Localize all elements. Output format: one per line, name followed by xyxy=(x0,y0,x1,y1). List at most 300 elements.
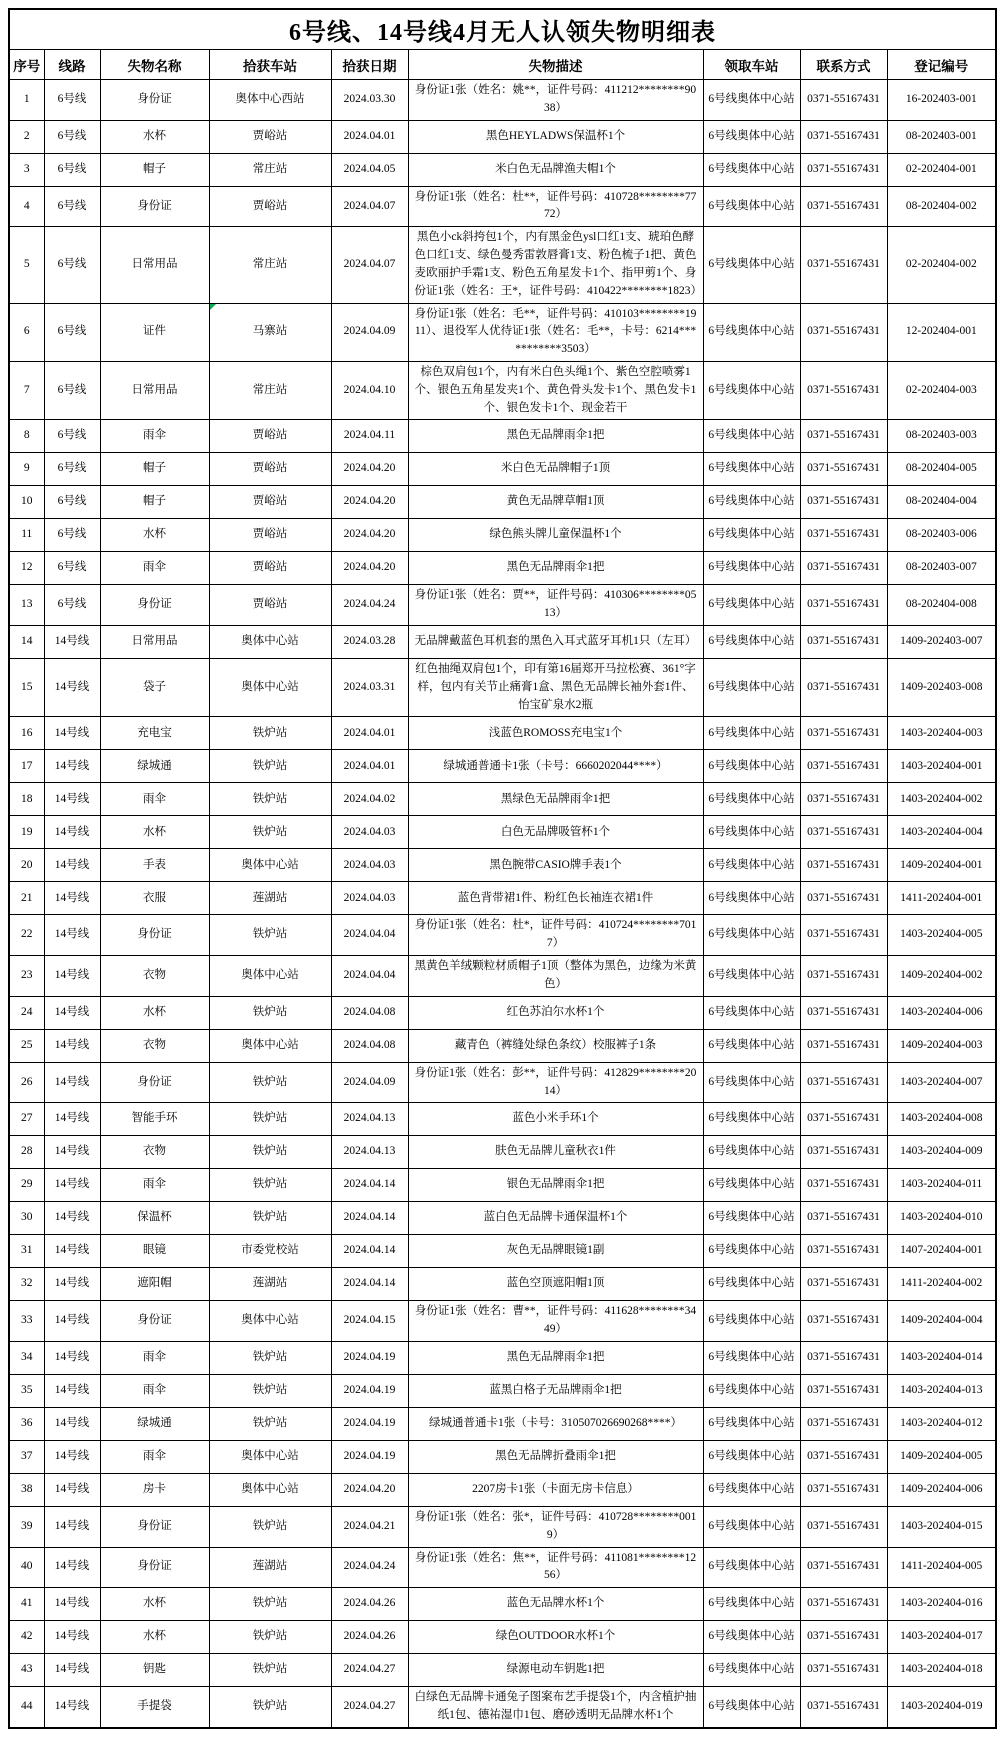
cell-line: 14号线 xyxy=(44,1268,100,1301)
cell-line: 14号线 xyxy=(44,1588,100,1621)
cell-index: 38 xyxy=(9,1473,44,1506)
cell-contact: 0371-55167431 xyxy=(800,303,887,361)
cell-description: 黑色无品牌雨伞1把 xyxy=(408,420,703,453)
column-header-reg-no: 登记编号 xyxy=(887,50,996,80)
cell-station-found: 铁炉站 xyxy=(209,1103,331,1136)
cell-reg-no: 1411-202404-002 xyxy=(887,1268,996,1301)
cell-pickup-station: 6号线奥体中心站 xyxy=(703,1341,800,1374)
cell-date-found: 2024.04.14 xyxy=(331,1169,408,1202)
cell-item-name: 绿城通 xyxy=(100,1407,209,1440)
cell-description: 黑绿色无品牌雨伞1把 xyxy=(408,783,703,816)
cell-reg-no: 08-202403-001 xyxy=(887,120,996,153)
cell-station-found: 奥体中心站 xyxy=(209,1473,331,1506)
table-row xyxy=(9,1202,996,1235)
cell-description: 身份证1张（姓名：姚**，证件号码：411212********9038） xyxy=(408,80,703,121)
cell-contact: 0371-55167431 xyxy=(800,1235,887,1268)
cell-index: 39 xyxy=(9,1506,44,1547)
table-row xyxy=(9,1374,996,1407)
cell-index: 12 xyxy=(9,552,44,585)
cell-item-name: 袋子 xyxy=(100,659,209,717)
cell-item-name: 眼镜 xyxy=(100,1235,209,1268)
cell-item-name: 水杯 xyxy=(100,1621,209,1654)
cell-description: 浅蓝色ROMOSS充电宝1个 xyxy=(408,717,703,750)
cell-line: 6号线 xyxy=(44,585,100,626)
cell-date-found: 2024.04.24 xyxy=(331,1547,408,1588)
cell-index: 17 xyxy=(9,750,44,783)
cell-station-found: 奥体中心站 xyxy=(209,1301,331,1342)
cell-index: 42 xyxy=(9,1621,44,1654)
cell-description: 绿源电动车钥匙1把 xyxy=(408,1654,703,1687)
cell-contact: 0371-55167431 xyxy=(800,659,887,717)
cell-station-found: 莲湖站 xyxy=(209,1547,331,1588)
cell-station-found: 奥体中心站 xyxy=(209,1029,331,1062)
cell-index: 16 xyxy=(9,717,44,750)
table-row xyxy=(9,80,996,121)
cell-line: 14号线 xyxy=(44,1103,100,1136)
cell-line: 6号线 xyxy=(44,303,100,361)
table-row xyxy=(9,1506,996,1547)
cell-item-name: 遮阳帽 xyxy=(100,1268,209,1301)
cell-contact: 0371-55167431 xyxy=(800,1136,887,1169)
cell-contact: 0371-55167431 xyxy=(800,552,887,585)
cell-reg-no: 08-202404-004 xyxy=(887,486,996,519)
table-row xyxy=(9,1062,996,1103)
table-row xyxy=(9,882,996,915)
cell-contact: 0371-55167431 xyxy=(800,1506,887,1547)
cell-station-found: 奥体中心西站 xyxy=(209,80,331,121)
cell-contact: 0371-55167431 xyxy=(800,1547,887,1588)
cell-contact: 0371-55167431 xyxy=(800,1407,887,1440)
table-row xyxy=(9,1473,996,1506)
table-row xyxy=(9,1407,996,1440)
table-row xyxy=(9,750,996,783)
cell-reg-no: 1403-202404-018 xyxy=(887,1654,996,1687)
column-header-description: 失物描述 xyxy=(408,50,703,80)
cell-contact: 0371-55167431 xyxy=(800,1029,887,1062)
cell-index: 11 xyxy=(9,519,44,552)
cell-index: 24 xyxy=(9,996,44,1029)
cell-description: 蓝色背带裙1件、粉红色长袖连衣裙1件 xyxy=(408,882,703,915)
cell-description: 黑色无品牌雨伞1把 xyxy=(408,552,703,585)
cell-line: 14号线 xyxy=(44,1062,100,1103)
table-row xyxy=(9,585,996,626)
page-title: 6号线、14号线4月无人认领失物明细表 xyxy=(9,9,996,50)
cell-description: 蓝色空顶遮阳帽1顶 xyxy=(408,1268,703,1301)
cell-station-found: 贾峪站 xyxy=(209,486,331,519)
cell-reg-no: 1403-202404-015 xyxy=(887,1506,996,1547)
cell-date-found: 2024.04.04 xyxy=(331,915,408,956)
cell-contact: 0371-55167431 xyxy=(800,882,887,915)
cell-contact: 0371-55167431 xyxy=(800,996,887,1029)
cell-index: 2 xyxy=(9,120,44,153)
cell-description: 黑色无品牌折叠雨伞1把 xyxy=(408,1440,703,1473)
cell-index: 41 xyxy=(9,1588,44,1621)
cell-reg-no: 1409-202404-001 xyxy=(887,849,996,882)
cell-pickup-station: 6号线奥体中心站 xyxy=(703,80,800,121)
cell-line: 14号线 xyxy=(44,1235,100,1268)
comment-marker-icon xyxy=(210,304,216,310)
cell-line: 14号线 xyxy=(44,1029,100,1062)
cell-reg-no: 1403-202404-017 xyxy=(887,1621,996,1654)
table-row xyxy=(9,626,996,659)
cell-station-found: 铁炉站 xyxy=(209,1407,331,1440)
cell-item-name: 手提袋 xyxy=(100,1687,209,1728)
table-row xyxy=(9,1621,996,1654)
cell-station-found: 铁炉站 xyxy=(209,1062,331,1103)
cell-line: 14号线 xyxy=(44,996,100,1029)
column-header-station-found: 拾获车站 xyxy=(209,50,331,80)
cell-pickup-station: 6号线奥体中心站 xyxy=(703,303,800,361)
cell-station-found: 铁炉站 xyxy=(209,1506,331,1547)
cell-contact: 0371-55167431 xyxy=(800,783,887,816)
cell-description: 身份证1张（姓名：张*，证件号码：410728********0019） xyxy=(408,1506,703,1547)
cell-station-found: 铁炉站 xyxy=(209,1374,331,1407)
cell-item-name: 帽子 xyxy=(100,153,209,186)
cell-line: 6号线 xyxy=(44,519,100,552)
cell-item-name: 钥匙 xyxy=(100,1654,209,1687)
cell-pickup-station: 6号线奥体中心站 xyxy=(703,1169,800,1202)
cell-contact: 0371-55167431 xyxy=(800,1654,887,1687)
cell-station-found: 市委党校站 xyxy=(209,1235,331,1268)
cell-item-name: 身份证 xyxy=(100,1506,209,1547)
cell-description: 银色无品牌雨伞1把 xyxy=(408,1169,703,1202)
cell-contact: 0371-55167431 xyxy=(800,420,887,453)
cell-item-name: 雨伞 xyxy=(100,783,209,816)
cell-date-found: 2024.04.20 xyxy=(331,486,408,519)
cell-index: 9 xyxy=(9,453,44,486)
cell-item-name: 帽子 xyxy=(100,453,209,486)
table-row xyxy=(9,1301,996,1342)
cell-index: 32 xyxy=(9,1268,44,1301)
cell-line: 14号线 xyxy=(44,717,100,750)
table-row xyxy=(9,659,996,717)
table-row xyxy=(9,120,996,153)
table-row xyxy=(9,717,996,750)
cell-line: 14号线 xyxy=(44,750,100,783)
cell-pickup-station: 6号线奥体中心站 xyxy=(703,186,800,227)
cell-pickup-station: 6号线奥体中心站 xyxy=(703,453,800,486)
cell-item-name: 身份证 xyxy=(100,1301,209,1342)
table-row xyxy=(9,996,996,1029)
table-row xyxy=(9,849,996,882)
cell-item-name: 充电宝 xyxy=(100,717,209,750)
cell-item-name: 衣服 xyxy=(100,882,209,915)
cell-station-found: 贾峪站 xyxy=(209,186,331,227)
cell-pickup-station: 6号线奥体中心站 xyxy=(703,1547,800,1588)
table-row xyxy=(9,1136,996,1169)
cell-station-found: 贾峪站 xyxy=(209,519,331,552)
cell-line: 14号线 xyxy=(44,1473,100,1506)
cell-reg-no: 1409-202403-008 xyxy=(887,659,996,717)
table-row xyxy=(9,552,996,585)
cell-station-found: 铁炉站 xyxy=(209,816,331,849)
cell-station-found: 奥体中心站 xyxy=(209,956,331,997)
cell-index: 19 xyxy=(9,816,44,849)
cell-line: 6号线 xyxy=(44,186,100,227)
cell-item-name: 衣物 xyxy=(100,1029,209,1062)
table-row xyxy=(9,956,996,997)
cell-pickup-station: 6号线奥体中心站 xyxy=(703,659,800,717)
cell-pickup-station: 6号线奥体中心站 xyxy=(703,1374,800,1407)
cell-contact: 0371-55167431 xyxy=(800,1687,887,1728)
cell-item-name: 雨伞 xyxy=(100,1440,209,1473)
cell-reg-no: 1403-202404-016 xyxy=(887,1588,996,1621)
cell-reg-no: 1403-202404-010 xyxy=(887,1202,996,1235)
cell-date-found: 2024.03.30 xyxy=(331,80,408,121)
cell-line: 14号线 xyxy=(44,626,100,659)
cell-contact: 0371-55167431 xyxy=(800,1062,887,1103)
cell-date-found: 2024.04.19 xyxy=(331,1440,408,1473)
cell-description: 黄色无品牌草帽1顶 xyxy=(408,486,703,519)
cell-line: 14号线 xyxy=(44,1547,100,1588)
cell-index: 34 xyxy=(9,1341,44,1374)
cell-date-found: 2024.04.01 xyxy=(331,750,408,783)
cell-contact: 0371-55167431 xyxy=(800,486,887,519)
lost-items-table xyxy=(8,8,997,1729)
cell-description: 蓝白色无品牌卡通保温杯1个 xyxy=(408,1202,703,1235)
cell-pickup-station: 6号线奥体中心站 xyxy=(703,783,800,816)
cell-item-name: 水杯 xyxy=(100,816,209,849)
cell-description: 身份证1张（姓名：杜**，证件号码：410728********7772） xyxy=(408,186,703,227)
cell-contact: 0371-55167431 xyxy=(800,1103,887,1136)
cell-index: 3 xyxy=(9,153,44,186)
cell-station-found: 贾峪站 xyxy=(209,453,331,486)
cell-date-found: 2024.04.14 xyxy=(331,1235,408,1268)
cell-line: 6号线 xyxy=(44,420,100,453)
cell-pickup-station: 6号线奥体中心站 xyxy=(703,1235,800,1268)
cell-reg-no: 1403-202404-009 xyxy=(887,1136,996,1169)
cell-index: 20 xyxy=(9,849,44,882)
cell-contact: 0371-55167431 xyxy=(800,1621,887,1654)
cell-description: 身份证1张（姓名：贾**，证件号码：410306********0513） xyxy=(408,585,703,626)
cell-contact: 0371-55167431 xyxy=(800,1473,887,1506)
cell-reg-no: 08-202404-005 xyxy=(887,453,996,486)
cell-contact: 0371-55167431 xyxy=(800,1341,887,1374)
cell-reg-no: 1403-202404-002 xyxy=(887,783,996,816)
cell-reg-no: 08-202403-006 xyxy=(887,519,996,552)
title-row xyxy=(9,9,996,50)
cell-pickup-station: 6号线奥体中心站 xyxy=(703,552,800,585)
cell-station-found: 铁炉站 xyxy=(209,1621,331,1654)
cell-pickup-station: 6号线奥体中心站 xyxy=(703,996,800,1029)
cell-item-name: 帽子 xyxy=(100,486,209,519)
cell-description: 绿色OUTDOOR水杯1个 xyxy=(408,1621,703,1654)
cell-item-name: 证件 xyxy=(100,303,209,361)
cell-date-found: 2024.04.19 xyxy=(331,1407,408,1440)
cell-contact: 0371-55167431 xyxy=(800,186,887,227)
cell-station-found: 常庄站 xyxy=(209,227,331,303)
cell-item-name: 日常用品 xyxy=(100,626,209,659)
cell-contact: 0371-55167431 xyxy=(800,153,887,186)
cell-pickup-station: 6号线奥体中心站 xyxy=(703,915,800,956)
table-row xyxy=(9,453,996,486)
cell-pickup-station: 6号线奥体中心站 xyxy=(703,486,800,519)
cell-date-found: 2024.04.04 xyxy=(331,956,408,997)
cell-date-found: 2024.04.01 xyxy=(331,120,408,153)
cell-contact: 0371-55167431 xyxy=(800,816,887,849)
cell-description: 身份证1张（姓名：焦**，证件号码：411081********1256） xyxy=(408,1547,703,1588)
cell-reg-no: 1403-202404-008 xyxy=(887,1103,996,1136)
cell-date-found: 2024.04.20 xyxy=(331,1473,408,1506)
cell-index: 21 xyxy=(9,882,44,915)
cell-date-found: 2024.04.05 xyxy=(331,153,408,186)
cell-station-found: 常庄站 xyxy=(209,153,331,186)
cell-contact: 0371-55167431 xyxy=(800,453,887,486)
cell-index: 28 xyxy=(9,1136,44,1169)
cell-item-name: 身份证 xyxy=(100,1547,209,1588)
cell-item-name: 保温杯 xyxy=(100,1202,209,1235)
cell-date-found: 2024.04.14 xyxy=(331,1268,408,1301)
cell-index: 8 xyxy=(9,420,44,453)
cell-reg-no: 12-202404-001 xyxy=(887,303,996,361)
cell-line: 14号线 xyxy=(44,1407,100,1440)
cell-reg-no: 1409-202404-006 xyxy=(887,1473,996,1506)
table-row xyxy=(9,783,996,816)
cell-pickup-station: 6号线奥体中心站 xyxy=(703,956,800,997)
cell-station-found: 铁炉站 xyxy=(209,1136,331,1169)
cell-station-found: 贾峪站 xyxy=(209,585,331,626)
cell-date-found: 2024.04.27 xyxy=(331,1654,408,1687)
table-row xyxy=(9,186,996,227)
cell-pickup-station: 6号线奥体中心站 xyxy=(703,1103,800,1136)
cell-index: 1 xyxy=(9,80,44,121)
column-header-item-name: 失物名称 xyxy=(100,50,209,80)
table-row xyxy=(9,1029,996,1062)
cell-index: 35 xyxy=(9,1374,44,1407)
cell-index: 40 xyxy=(9,1547,44,1588)
cell-description: 2207房卡1张（卡面无房卡信息） xyxy=(408,1473,703,1506)
cell-station-found: 奥体中心站 xyxy=(209,659,331,717)
cell-line: 14号线 xyxy=(44,915,100,956)
cell-line: 14号线 xyxy=(44,1440,100,1473)
cell-pickup-station: 6号线奥体中心站 xyxy=(703,120,800,153)
table-row xyxy=(9,486,996,519)
cell-contact: 0371-55167431 xyxy=(800,1268,887,1301)
cell-reg-no: 02-202404-002 xyxy=(887,227,996,303)
cell-line: 14号线 xyxy=(44,1202,100,1235)
cell-station-found: 奥体中心站 xyxy=(209,1440,331,1473)
cell-reg-no: 1411-202404-005 xyxy=(887,1547,996,1588)
table-row xyxy=(9,1169,996,1202)
cell-reg-no: 1403-202404-006 xyxy=(887,996,996,1029)
cell-pickup-station: 6号线奥体中心站 xyxy=(703,1407,800,1440)
cell-date-found: 2024.04.02 xyxy=(331,783,408,816)
cell-pickup-station: 6号线奥体中心站 xyxy=(703,1029,800,1062)
cell-description: 黑黄色羊绒颗粒材质帽子1顶（整体为黑色，边缘为米黄色） xyxy=(408,956,703,997)
cell-line: 14号线 xyxy=(44,659,100,717)
cell-description: 黑色小ck斜挎包1个，内有黑金色ysl口红1支、琥珀色酵色口红1支、绿色曼秀雷敦唇膏1支、粉色梳子1把、黄色麦欧丽护手霜1支、粉色五角星发卡1个、指甲剪1个、身份证1张（姓名：王*，证件号码：410422********1823） xyxy=(408,227,703,303)
cell-line: 14号线 xyxy=(44,882,100,915)
cell-station-found: 铁炉站 xyxy=(209,1687,331,1728)
cell-contact: 0371-55167431 xyxy=(800,915,887,956)
cell-index: 15 xyxy=(9,659,44,717)
cell-reg-no: 02-202404-003 xyxy=(887,361,996,419)
cell-station-found: 铁炉站 xyxy=(209,750,331,783)
cell-station-found: 铁炉站 xyxy=(209,1654,331,1687)
cell-date-found: 2024.04.13 xyxy=(331,1136,408,1169)
table-row xyxy=(9,361,996,419)
cell-description: 绿城通普通卡1张（卡号：6660202044****） xyxy=(408,750,703,783)
cell-item-name: 身份证 xyxy=(100,585,209,626)
cell-date-found: 2024.04.03 xyxy=(331,816,408,849)
cell-station-found: 铁炉站 xyxy=(209,1341,331,1374)
cell-reg-no: 1409-202404-004 xyxy=(887,1301,996,1342)
cell-station-found: 铁炉站 xyxy=(209,915,331,956)
cell-reg-no: 1403-202404-011 xyxy=(887,1169,996,1202)
cell-index: 31 xyxy=(9,1235,44,1268)
cell-line: 14号线 xyxy=(44,1136,100,1169)
cell-reg-no: 1403-202404-007 xyxy=(887,1062,996,1103)
cell-date-found: 2024.04.11 xyxy=(331,420,408,453)
cell-date-found: 2024.04.20 xyxy=(331,453,408,486)
cell-contact: 0371-55167431 xyxy=(800,717,887,750)
cell-index: 14 xyxy=(9,626,44,659)
cell-reg-no: 02-202404-001 xyxy=(887,153,996,186)
cell-description: 身份证1张（姓名：彭**，证件号码：412829********2014） xyxy=(408,1062,703,1103)
cell-pickup-station: 6号线奥体中心站 xyxy=(703,519,800,552)
cell-description: 身份证1张（姓名：杜*，证件号码：410724********7017） xyxy=(408,915,703,956)
cell-pickup-station: 6号线奥体中心站 xyxy=(703,1654,800,1687)
cell-pickup-station: 6号线奥体中心站 xyxy=(703,153,800,186)
cell-station-found: 铁炉站 xyxy=(209,717,331,750)
table-row xyxy=(9,519,996,552)
cell-line: 6号线 xyxy=(44,80,100,121)
cell-line: 6号线 xyxy=(44,552,100,585)
table-body xyxy=(9,80,996,1728)
table-row xyxy=(9,1440,996,1473)
cell-reg-no: 08-202403-007 xyxy=(887,552,996,585)
cell-date-found: 2024.04.13 xyxy=(331,1103,408,1136)
cell-item-name: 水杯 xyxy=(100,1588,209,1621)
cell-description: 无品牌戴蓝色耳机套的黑色入耳式蓝牙耳机1只（左耳） xyxy=(408,626,703,659)
cell-index: 18 xyxy=(9,783,44,816)
cell-station-found: 铁炉站 xyxy=(209,1588,331,1621)
table-row xyxy=(9,816,996,849)
cell-description: 白色无品牌吸管杯1个 xyxy=(408,816,703,849)
cell-pickup-station: 6号线奥体中心站 xyxy=(703,1506,800,1547)
cell-date-found: 2024.04.24 xyxy=(331,585,408,626)
cell-item-name: 手表 xyxy=(100,849,209,882)
cell-description: 身份证1张（姓名：曹**，证件号码：411628********3449） xyxy=(408,1301,703,1342)
cell-date-found: 2024.04.19 xyxy=(331,1374,408,1407)
cell-reg-no: 1403-202404-005 xyxy=(887,915,996,956)
cell-line: 14号线 xyxy=(44,956,100,997)
cell-item-name: 日常用品 xyxy=(100,361,209,419)
cell-date-found: 2024.04.20 xyxy=(331,552,408,585)
cell-contact: 0371-55167431 xyxy=(800,1301,887,1342)
cell-date-found: 2024.04.08 xyxy=(331,996,408,1029)
cell-reg-no: 1409-202404-002 xyxy=(887,956,996,997)
cell-line: 14号线 xyxy=(44,1621,100,1654)
table-row xyxy=(9,420,996,453)
cell-reg-no: 1403-202404-013 xyxy=(887,1374,996,1407)
cell-pickup-station: 6号线奥体中心站 xyxy=(703,626,800,659)
cell-station-found: 铁炉站 xyxy=(209,996,331,1029)
cell-pickup-station: 6号线奥体中心站 xyxy=(703,1062,800,1103)
cell-index: 6 xyxy=(9,303,44,361)
cell-pickup-station: 6号线奥体中心站 xyxy=(703,420,800,453)
cell-description: 灰色无品牌眼镜1副 xyxy=(408,1235,703,1268)
cell-pickup-station: 6号线奥体中心站 xyxy=(703,1588,800,1621)
cell-pickup-station: 6号线奥体中心站 xyxy=(703,750,800,783)
cell-description: 米白色无品牌帽子1顶 xyxy=(408,453,703,486)
cell-date-found: 2024.03.28 xyxy=(331,626,408,659)
cell-index: 37 xyxy=(9,1440,44,1473)
cell-date-found: 2024.04.01 xyxy=(331,717,408,750)
cell-line: 14号线 xyxy=(44,1687,100,1728)
cell-item-name: 水杯 xyxy=(100,519,209,552)
cell-contact: 0371-55167431 xyxy=(800,750,887,783)
